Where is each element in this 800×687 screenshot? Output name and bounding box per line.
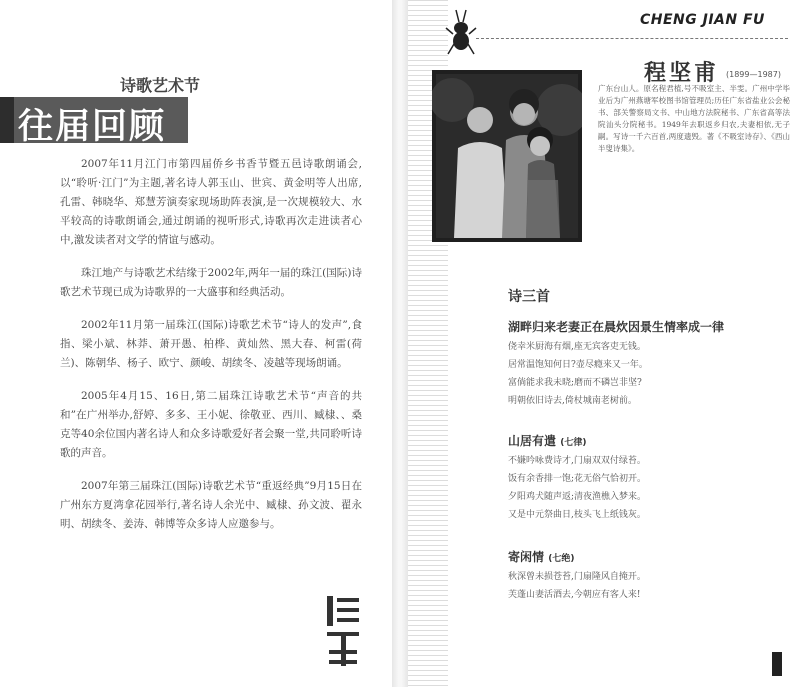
poem-1-lines <box>508 338 648 410</box>
poet-name: 程坚甫 <box>644 60 720 86</box>
poem-1-title <box>508 318 724 335</box>
right-page <box>408 0 800 687</box>
page-gutter <box>392 0 408 687</box>
poem-line: 居常温饱知何日?壶尽瘾来又一年。 <box>508 360 648 370</box>
poem-line: 饭有余香排一饱;花无俗气恰初开。 <box>508 474 647 484</box>
poem-2-title <box>508 432 586 449</box>
insect-icon <box>444 8 478 56</box>
paragraph-4: 2005年4月15、16日,第二届珠江诗歌艺术节“声音的共和”在广州举办,舒婷、多多、王小妮、徐敬亚、西川、臧棣、、桑克等40余位国内著名诗人和众多诗歌爱好者会聚一堂,共同聆听诗歌的声音。 <box>60 390 362 459</box>
poem-3-title <box>508 548 574 565</box>
poem-line: 秋深曾未损苍苔,门扇隆风自掩开。 <box>508 572 646 582</box>
title-band <box>0 97 188 147</box>
poet-photo <box>432 70 582 242</box>
vertical-logo <box>323 590 365 670</box>
section-subtitle: 诗歌艺术节 <box>120 76 201 95</box>
poem-line: 芙蓬山妻活酒去,今朝应有客人来! <box>508 590 641 600</box>
article-body <box>60 155 362 548</box>
paragraph-3: 2002年11月第一届珠江(国际)诗歌艺术节“诗人的发声”,食指、梁小斌、林莽、萧开愚、柏桦、黄灿然、黑大春、柯雷(荷兰)、陈朝华、杨子、欧宁、颜峻、胡续冬、凌越等现场朗诵。 <box>60 319 362 369</box>
poet-years: (1899—1987) <box>726 70 781 79</box>
left-page <box>0 0 392 687</box>
poems-section-title: 诗三首 <box>508 289 550 305</box>
poem-3-title-text: 寄闲情 <box>508 550 545 564</box>
poem-3-lines <box>508 568 646 604</box>
poem-1-title-text: 湖畔归来老妻正在晨炊因景生情率成一律 <box>508 320 725 334</box>
paragraph-5: 2007年第三届珠江(国际)诗歌艺术节“重返经典”9月15日在广州东方夏湾拿花园举行,著名诗人余光中、臧棣、孙文波、翟永明、胡续冬、姜涛、韩博等众多诗人应邀参与。 <box>60 480 362 530</box>
poem-line: 不嫌吟咏费诗才,门扇双双付绿苔。 <box>508 456 646 466</box>
header-brand: CHENG JIAN FU <box>640 12 765 28</box>
poem-line: 又是中元祭曲日,枝头飞上纸钱灰。 <box>508 510 646 520</box>
page-number-mark <box>772 652 782 676</box>
header-divider <box>476 38 788 39</box>
poem-line: 明朝依旧诗去,倚杖城南老树前。 <box>508 396 637 406</box>
section-title: 往届回顾 <box>18 107 167 147</box>
paragraph-1: 2007年11月江门市第四届侨乡书香节暨五邑诗歌朗诵会,以“聆听·江门”为主题,著名诗人郭玉山、世宾、黄金明等人出席,孔雷、韩晓华、郑慧芳演奏家现场助阵表演,是一次规模较大、水平较高的诗歌朗诵会,通过朗诵的视听形式,诗歌再次走进读者心中,激发读者对文学的情谊与感动。 <box>60 158 362 246</box>
poem-3-form: (七绝) <box>548 554 575 564</box>
poem-2-title-text: 山居有遣 <box>508 434 557 448</box>
paragraph-2: 珠江地产与诗歌艺术结缘于2002年,两年一届的珠江(国际)诗歌艺术节现已成为诗歌界的一大盛事和经典活动。 <box>60 267 362 298</box>
poem-line: 侥幸米厨海有烟,座无宾客吏无钱。 <box>508 342 646 352</box>
poem-2-form: (七律) <box>560 438 587 448</box>
poem-line: 富倘能求我未晓;磨而不磷岂非坚? <box>508 378 642 388</box>
poet-bio: 广东台山人。原名程君植,号不吸室主、半雯。广州中学毕业后为广州燕塘军校图书馆管理员;历任广东省盐业公会秘书、部关警察局文书、中山地方法院秘书、广东省高等法院汕头分院秘书。1949年去职返乡归农,夫妻相依,无子嗣。写诗一千六百首,两度遗毁。著《不吸室诗存》、《西山半叟诗集》。 <box>598 84 790 153</box>
poem-2-lines <box>508 452 646 524</box>
poem-line: 夕阳鸡犬随声返;清夜渔樵入梦来。 <box>508 492 647 502</box>
